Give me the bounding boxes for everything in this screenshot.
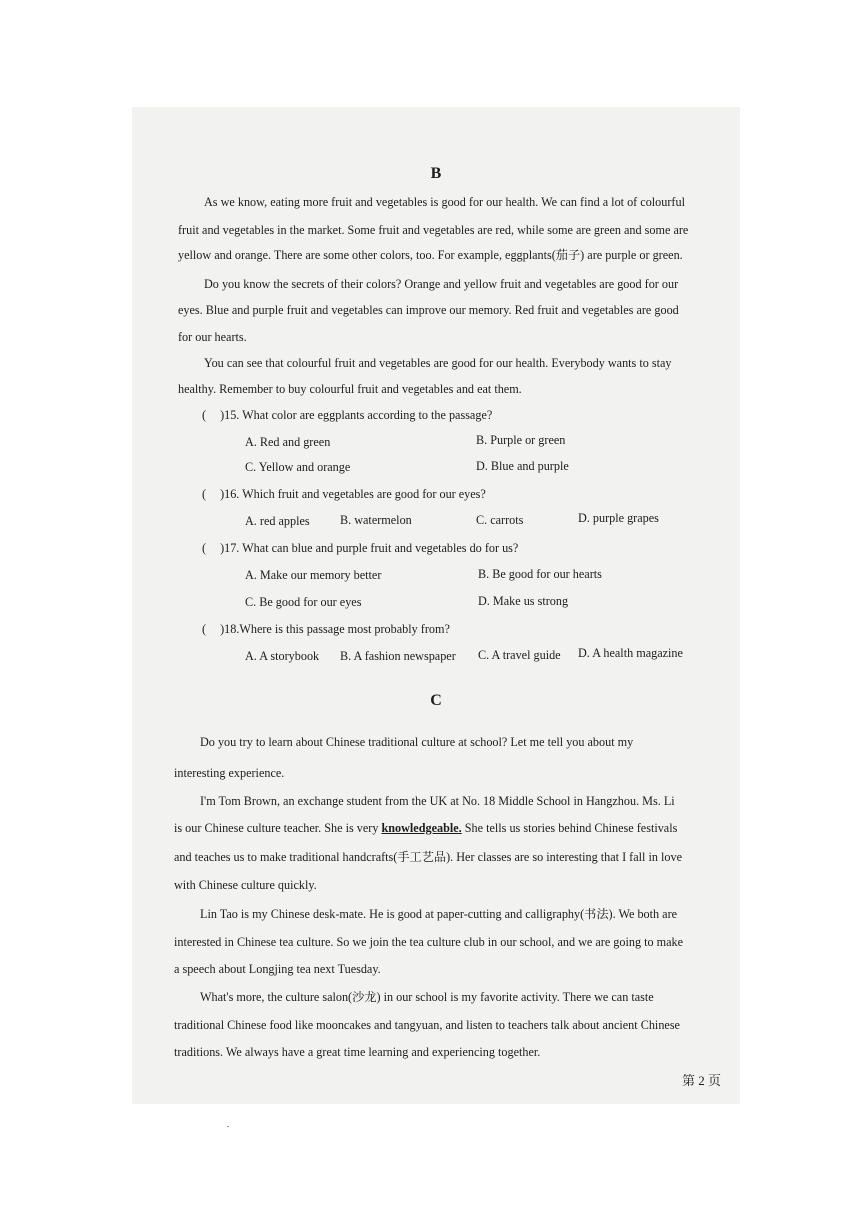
option-a: A. Make our memory better (245, 568, 382, 582)
text-line: interested in Chinese tea culture. So we join the tea culture club in our school, and we are going to make (174, 935, 684, 949)
option-b: B. Purple or green (476, 433, 566, 447)
option-b: B. A fashion newspaper (340, 649, 456, 663)
question-text: )18.Where is this passage most probably from? (220, 622, 450, 636)
option-a: A. red apples (245, 514, 310, 528)
text-line: with Chinese culture quickly. (174, 878, 317, 892)
text-line: eyes. Blue and purple fruit and vegetables can improve our memory. Red fruit and vegetables are good (178, 303, 679, 317)
answer-paren: ( (202, 487, 207, 501)
question-text: )17. What can blue and purple fruit and vegetables do for us? (220, 541, 519, 555)
option-d: D. purple grapes (578, 511, 659, 525)
text-segment: is our Chinese culture teacher. She is very (174, 821, 382, 835)
text-line: traditions. We always have a great time learning and experiencing together. (174, 1045, 541, 1059)
answer-paren: ( (202, 541, 207, 555)
option-b: B. Be good for our hearts (478, 567, 602, 581)
question-15 (202, 408, 492, 422)
text-line: healthy. Remember to buy colourful fruit and vegetables and eat them. (178, 382, 522, 396)
text-segment: She tells us stories behind Chinese festivals (461, 821, 678, 835)
question-16 (202, 487, 486, 501)
option-c: C. Be good for our eyes (245, 595, 362, 609)
scanned-page (132, 107, 740, 1104)
option-c: C. Yellow and orange (245, 460, 351, 474)
question-text: )16. Which fruit and vegetables are good for our eyes? (220, 487, 486, 501)
page-content (132, 107, 740, 1104)
text-line: Lin Tao is my Chinese desk-mate. He is good at paper-cutting and calligraphy(书法). We both are (200, 907, 678, 921)
option-c: C. carrots (476, 513, 524, 527)
option-d: D. Blue and purple (476, 459, 569, 473)
text-line: interesting experience. (174, 766, 285, 780)
option-c: C. A travel guide (478, 648, 561, 662)
option-a: A. A storybook (245, 649, 320, 663)
question-18 (202, 622, 450, 636)
keyword-knowledgeable: knowledgeable. (381, 821, 462, 835)
option-d: D. Make us strong (478, 594, 569, 608)
answer-paren: ( (202, 622, 207, 636)
page-number: 第 2 页 (682, 1073, 722, 1088)
answer-paren: ( (202, 408, 207, 422)
text-line: a speech about Longjing tea next Tuesday. (174, 962, 381, 976)
text-line: fruit and vegetables in the market. Some fruit and vegetables are red, while some are green and some are (178, 223, 689, 237)
question-17 (202, 541, 518, 555)
option-a: A. Red and green (245, 435, 331, 449)
text-line: traditional Chinese food like mooncakes and tangyuan, and listen to teachers talk about ancient Chinese (174, 1018, 680, 1032)
text-line: yellow and orange. There are some other colors, too. For example, eggplants(茄子) are purple or green. (178, 248, 683, 262)
text-line: You can see that colourful fruit and vegetables are good for our health. Everybody wants to stay (204, 356, 672, 370)
option-b: B. watermelon (340, 513, 412, 527)
option-d: D. A health magazine (578, 646, 683, 660)
text-line (174, 821, 677, 835)
text-line: and teaches us to make traditional handcrafts(手工艺品). Her classes are so interesting that I fall in love (174, 850, 682, 864)
text-line: As we know, eating more fruit and vegetables is good for our health. We can find a lot of colourful (204, 195, 685, 209)
section-c-heading: C (430, 692, 442, 709)
text-line: for our hearts. (178, 330, 247, 344)
scan-speck (227, 1126, 229, 1127)
text-line: What's more, the culture salon(沙龙) in our school is my favorite activity. There we can taste (200, 990, 654, 1004)
text-line: Do you know the secrets of their colors? Orange and yellow fruit and vegetables are good for our (204, 277, 679, 291)
text-line: Do you try to learn about Chinese traditional culture at school? Let me tell you about my (200, 735, 634, 749)
question-text: )15. What color are eggplants according to the passage? (220, 408, 493, 422)
text-line: I'm Tom Brown, an exchange student from the UK at No. 18 Middle School in Hangzhou. Ms. Li (200, 794, 675, 808)
section-b-heading: B (430, 165, 442, 182)
